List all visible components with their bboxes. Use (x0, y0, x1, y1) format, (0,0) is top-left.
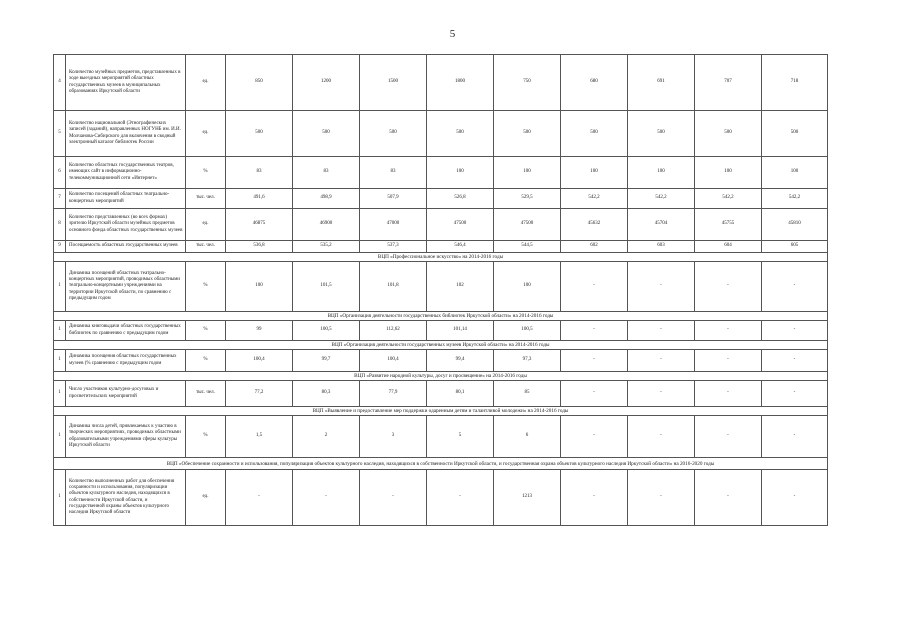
unit-cell: тыс. чел. (186, 381, 226, 407)
section-header-row (54, 341, 828, 350)
unit-cell: ед. (186, 470, 226, 526)
row-number-cell: 1 (54, 381, 66, 407)
value-cell: - (762, 416, 828, 458)
row-number-cell: 5 (54, 111, 66, 157)
table-row (54, 55, 828, 111)
indicator-name-cell: Количество посещений областных театрально-концертных мероприятий (66, 189, 186, 209)
value-cell: 100 (762, 157, 828, 189)
value-cell: 97,3 (494, 350, 561, 372)
value-cell: 1200 (293, 55, 360, 111)
value-cell: - (695, 350, 762, 372)
value-cell: 604 (695, 241, 762, 253)
value-cell: 498,9 (293, 189, 360, 209)
table-row (54, 350, 828, 372)
value-cell: 47000 (360, 209, 427, 241)
value-cell: - (695, 321, 762, 341)
value-cell: 544,5 (494, 241, 561, 253)
value-cell: 83 (293, 157, 360, 189)
value-cell: 603 (628, 241, 695, 253)
value-cell: 5 (427, 416, 494, 458)
value-cell: - (628, 262, 695, 312)
value-cell: 47500 (494, 209, 561, 241)
row-number-cell: 6 (54, 157, 66, 189)
value-cell: 707 (695, 55, 762, 111)
value-cell: 45755 (695, 209, 762, 241)
value-cell: 850 (226, 55, 293, 111)
value-cell: 500 (494, 111, 561, 157)
unit-cell: тыс. чел. (186, 241, 226, 253)
value-cell: 100 (427, 157, 494, 189)
value-cell: - (628, 416, 695, 458)
section-header-row (54, 407, 828, 416)
value-cell: 80,3 (293, 381, 360, 407)
value-cell: - (561, 416, 628, 458)
value-cell: - (762, 321, 828, 341)
value-cell: 101,5 (293, 262, 360, 312)
value-cell: - (695, 470, 762, 526)
value-cell: - (360, 470, 427, 526)
value-cell: 3 (360, 416, 427, 458)
table-row (54, 262, 828, 312)
value-cell: 6 (494, 416, 561, 458)
value-cell: 500 (628, 111, 695, 157)
value-cell: 542,2 (628, 189, 695, 209)
indicator-name-cell: Количество областных государственных театров, имеющих сайт в информационно-телекоммуникационной сети «Интернет» (66, 157, 186, 189)
value-cell: 46900 (293, 209, 360, 241)
unit-cell: ед. (186, 209, 226, 241)
value-cell: - (628, 350, 695, 372)
value-cell: 546,4 (427, 241, 494, 253)
table-row (54, 241, 828, 253)
value-cell: 1500 (360, 55, 427, 111)
section-title: ВЦП «Организация деятельности государственных музеев Иркутской области» на 2014-2016 годы (54, 341, 828, 350)
row-number-cell: 4 (54, 55, 66, 111)
value-cell: 45632 (561, 209, 628, 241)
value-cell: 100,5 (293, 321, 360, 341)
value-cell: 1,5 (226, 416, 293, 458)
value-cell: - (762, 350, 828, 372)
value-cell: 101,14 (427, 321, 494, 341)
value-cell: 605 (762, 241, 828, 253)
value-cell: 602 (561, 241, 628, 253)
unit-cell: % (186, 321, 226, 341)
section-header-row (54, 253, 828, 262)
section-header-row (54, 458, 828, 470)
row-number-cell: 7 (54, 189, 66, 209)
row-number-cell: 1 (54, 262, 66, 312)
table-row (54, 189, 828, 209)
value-cell: - (695, 262, 762, 312)
page-number: 5 (449, 28, 456, 40)
value-cell: - (561, 470, 628, 526)
value-cell: 83 (226, 157, 293, 189)
table-row (54, 209, 828, 241)
value-cell: 542,2 (561, 189, 628, 209)
section-title: ВЦП «Организация деятельности государственных библиотек Иркутской области» на 2014-2016 годы (54, 312, 828, 321)
value-cell: - (293, 470, 360, 526)
row-number-cell: 1 (54, 470, 66, 526)
value-cell: 1213 (494, 470, 561, 526)
section-title: ВЦП «Развитие народной культуры, досуг и просвещение» на 2014-2016 годы (54, 372, 828, 381)
value-cell: 718 (762, 55, 828, 111)
value-cell: - (695, 381, 762, 407)
indicator-name-cell: Динамика книговыдачи областных государственных библиотек по сравнению с предыдущим годом (66, 321, 186, 341)
value-cell: 77,2 (226, 381, 293, 407)
value-cell: 45810 (762, 209, 828, 241)
section-title: ВЦП «Профессиональное искусство» на 2014-2016 годы (54, 253, 828, 262)
indicators-table-body (54, 55, 828, 526)
section-header-row (54, 312, 828, 321)
indicators-table (53, 54, 828, 526)
value-cell: 537,3 (360, 241, 427, 253)
value-cell: 101,8 (360, 262, 427, 312)
value-cell: 691 (628, 55, 695, 111)
row-number-cell: 9 (54, 241, 66, 253)
indicator-name-cell: Количество национальной (Этнографических записей (заданий), направленных НОГУНБ им. И.И. Молчанова-Сибирского для включения в сводный электронный каталог библиотек России (66, 111, 186, 157)
table-row (54, 157, 828, 189)
value-cell: 536,8 (226, 241, 293, 253)
indicator-name-cell: Количество представленных (во всех формах) зрителю Иркутской области музейных предметов основного фонда областных государственных музеев (66, 209, 186, 241)
value-cell: 83 (360, 157, 427, 189)
value-cell: 1800 (427, 55, 494, 111)
section-title: ВЦП «Обеспечение сохранности и использования, популяризация объектов культурного наследия, находящихся в собственности Иркутской области, и государственная охрана объектов культурного наследия Иркутской области» на 2016-2020 годы (54, 458, 828, 470)
value-cell: - (561, 321, 628, 341)
value-cell: 77,9 (360, 381, 427, 407)
unit-cell: % (186, 416, 226, 458)
unit-cell: ед. (186, 55, 226, 111)
unit-cell: % (186, 157, 226, 189)
value-cell: - (561, 262, 628, 312)
indicator-name-cell: Динамика числа детей, привлекаемых к участию в творческих мероприятиях, проводимых областными образовательными учреждениями сферы культуры Иркутской области (66, 416, 186, 458)
value-cell: - (226, 470, 293, 526)
value-cell: 46875 (226, 209, 293, 241)
value-cell: 542,2 (762, 189, 828, 209)
value-cell: 99,7 (293, 350, 360, 372)
value-cell: 45704 (628, 209, 695, 241)
value-cell: - (762, 262, 828, 312)
value-cell: 542,2 (695, 189, 762, 209)
value-cell: - (628, 381, 695, 407)
table-row (54, 470, 828, 526)
unit-cell: % (186, 350, 226, 372)
value-cell: 529,5 (494, 189, 561, 209)
table-row (54, 321, 828, 341)
value-cell: 500 (762, 111, 828, 157)
unit-cell: тыс. чел. (186, 189, 226, 209)
value-cell: - (561, 350, 628, 372)
value-cell: 100,4 (360, 350, 427, 372)
value-cell: 80,1 (427, 381, 494, 407)
indicator-name-cell: Число участников культурно-досуговых и просветительских мероприятий (66, 381, 186, 407)
unit-cell: % (186, 262, 226, 312)
indicators-table-container (53, 54, 827, 526)
value-cell: 491,6 (226, 189, 293, 209)
value-cell: 100 (494, 157, 561, 189)
value-cell: 500 (226, 111, 293, 157)
value-cell: 100 (226, 262, 293, 312)
value-cell: 500 (360, 111, 427, 157)
row-number-cell: 1 (54, 416, 66, 458)
indicator-name-cell: Динамика посещения областных государственных музеев (% сравнению с предыдущим годом (66, 350, 186, 372)
value-cell: 100 (628, 157, 695, 189)
value-cell: 500 (427, 111, 494, 157)
value-cell: 100 (695, 157, 762, 189)
value-cell: 85 (494, 381, 561, 407)
value-cell: 500 (695, 111, 762, 157)
value-cell: 507,9 (360, 189, 427, 209)
value-cell: - (762, 470, 828, 526)
row-number-cell: 1 (54, 321, 66, 341)
indicator-name-cell: Посещаемость областных государственных музеев (66, 241, 186, 253)
value-cell: - (628, 321, 695, 341)
value-cell: 526,8 (427, 189, 494, 209)
value-cell: 750 (494, 55, 561, 111)
value-cell: - (628, 470, 695, 526)
value-cell: 535,2 (293, 241, 360, 253)
section-title: ВЦП «Выявление и предоставление мер поддержки одаренным детям и талантливой молодежи» на 2014-2016 годы (54, 407, 828, 416)
value-cell: 100 (494, 262, 561, 312)
row-number-cell: 1 (54, 350, 66, 372)
indicator-name-cell: Количество музейных предметов, представленных в ходе выездных мероприятий областных государственных музеев в муниципальных образованиях Иркутской области (66, 55, 186, 111)
value-cell: 100,4 (226, 350, 293, 372)
unit-cell: ед. (186, 111, 226, 157)
value-cell: 102 (427, 262, 494, 312)
value-cell: - (762, 381, 828, 407)
value-cell: - (561, 381, 628, 407)
value-cell: - (695, 416, 762, 458)
value-cell: 47500 (427, 209, 494, 241)
table-row (54, 111, 828, 157)
value-cell: 500 (293, 111, 360, 157)
value-cell: 112,62 (360, 321, 427, 341)
indicator-name-cell: Количество выполненных работ для обеспечения сохранности и использования, популяризации объектов культурного наследия, находящихся в собственности Иркутской области, и государственной охраны объектов культурного наследия Иркутской области (66, 470, 186, 526)
table-row (54, 381, 828, 407)
row-number-cell: 8 (54, 209, 66, 241)
value-cell: 100,5 (494, 321, 561, 341)
section-header-row (54, 372, 828, 381)
indicator-name-cell: Динамика посещений областных театрально-концертных мероприятий, проводимых областными театрально-концертными учреждениями на территории Иркутской области, по сравнению с предыдущим годом (66, 262, 186, 312)
table-row (54, 416, 828, 458)
value-cell: - (427, 470, 494, 526)
value-cell: 99,4 (427, 350, 494, 372)
value-cell: 2 (293, 416, 360, 458)
value-cell: 500 (561, 111, 628, 157)
value-cell: 99 (226, 321, 293, 341)
value-cell: 680 (561, 55, 628, 111)
value-cell: 100 (561, 157, 628, 189)
